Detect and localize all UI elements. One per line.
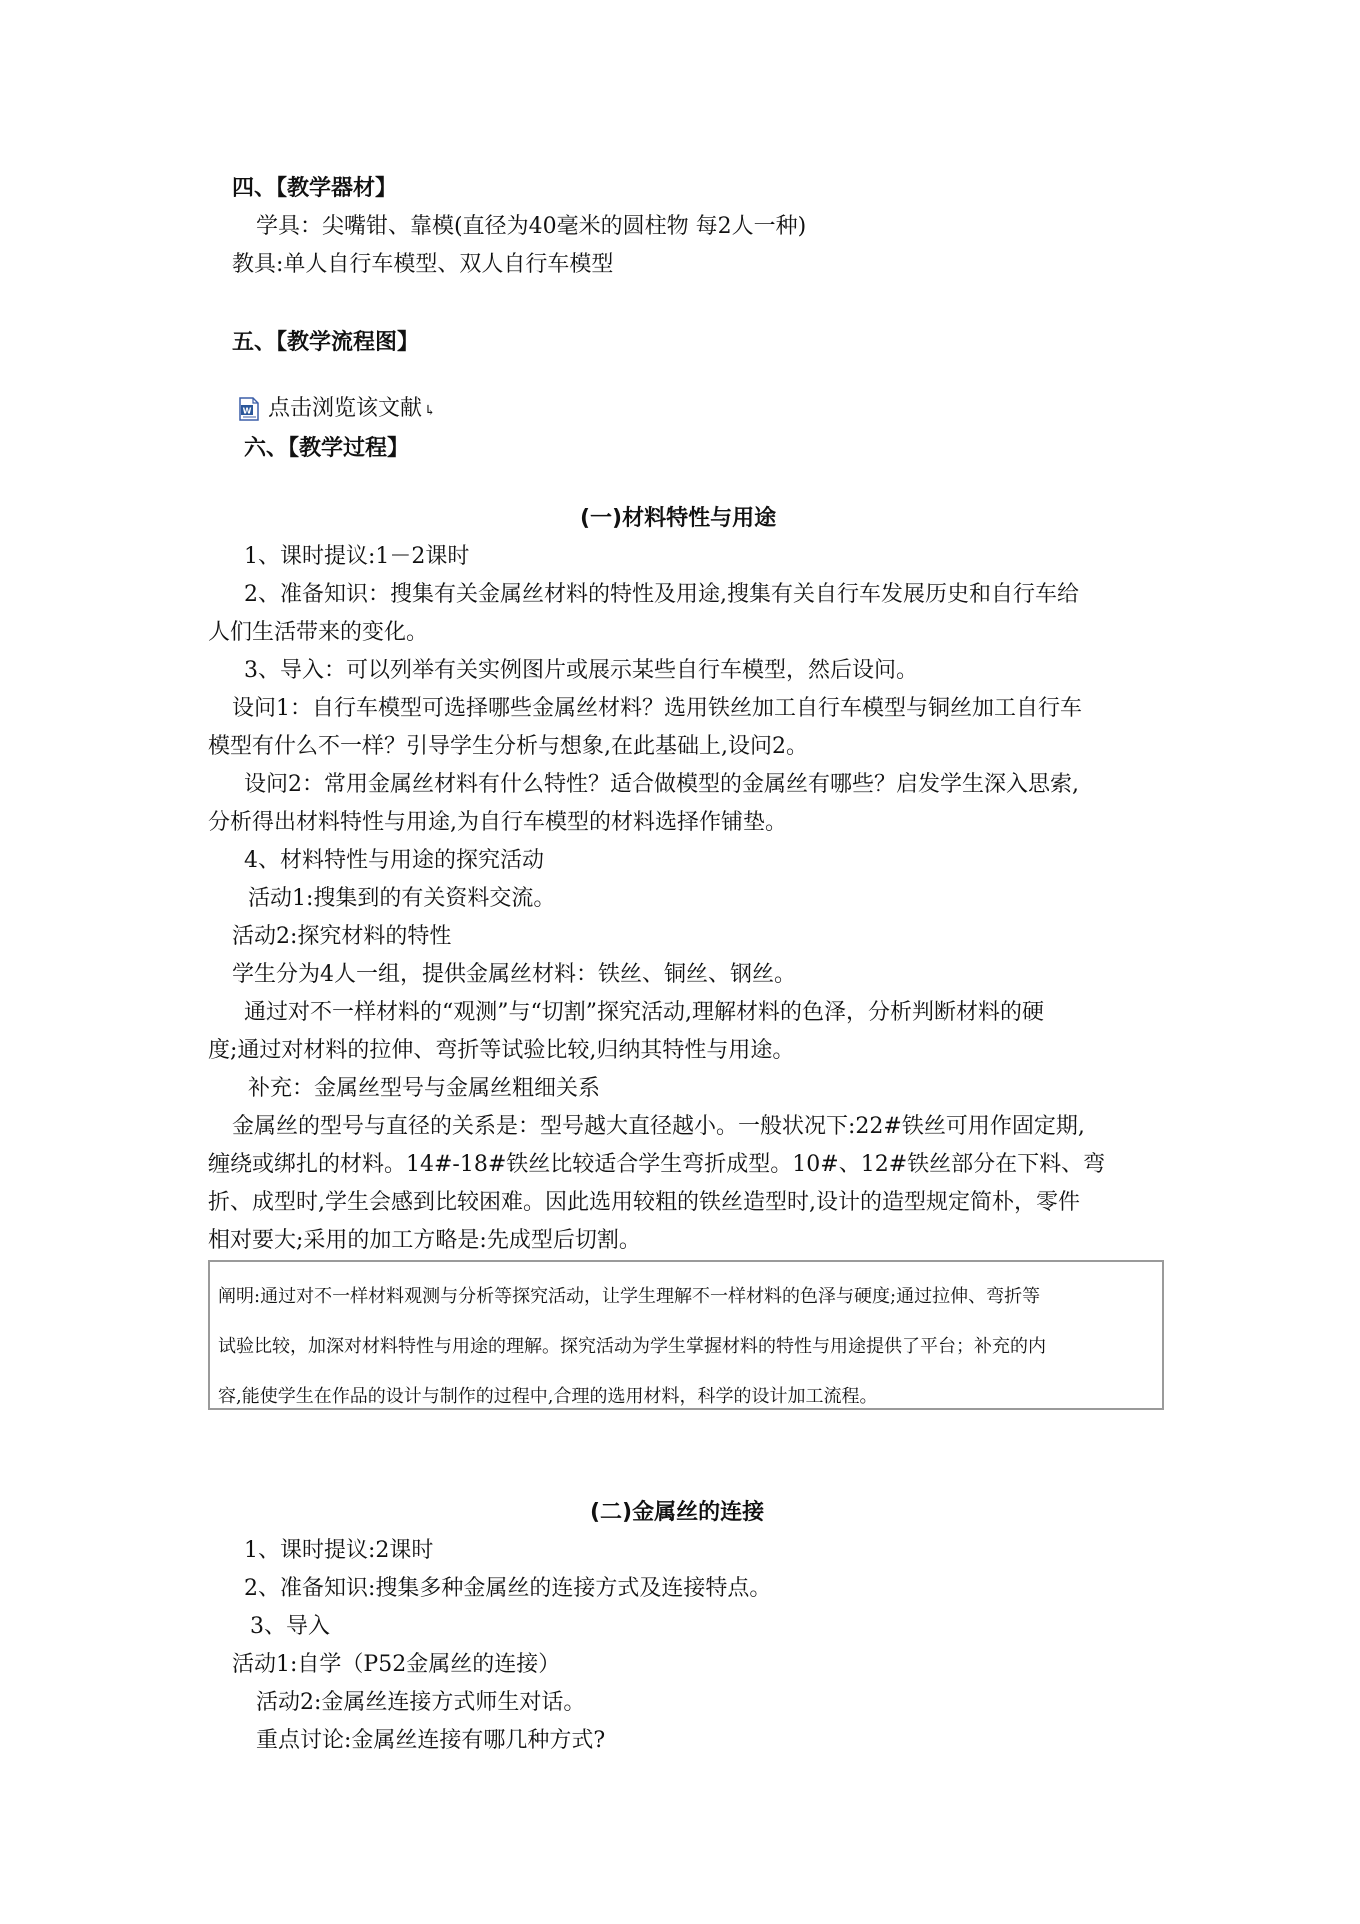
part1-line: 分析得出材料特性与用途,为自行车模型的材料选择作铺垫。 bbox=[208, 810, 787, 835]
part1-line: 4、材料特性与用途的探究活动 bbox=[244, 848, 544, 873]
part1-title: (一)材料特性与用途 bbox=[580, 506, 777, 531]
part1-line: 度;通过对材料的拉伸、弯折等试验比较,归纳其特性与用途。 bbox=[208, 1038, 795, 1063]
part1-line: 折、成型时,学生会感到比较困难。因此选用较粗的铁丝造型时,设计的造型规定简朴，零件 bbox=[208, 1190, 1080, 1215]
svg-text:W: W bbox=[242, 406, 252, 416]
flowchart-link-label: 点击浏览该文献 bbox=[268, 396, 423, 421]
part1-line: 3、导入：可以列举有关实例图片或展示某些自行车模型，然后设问。 bbox=[244, 658, 918, 683]
part2-line: 活动2:金属丝连接方式师生对话。 bbox=[256, 1690, 586, 1715]
part1-line: 设问1：自行车模型可选择哪些金属丝材料？选用铁丝加工自行车模型与铜丝加工自行车 bbox=[232, 696, 1082, 721]
part1-line: 模型有什么不一样？引导学生分析与想象,在此基础上,设问2。 bbox=[208, 734, 808, 759]
flowchart-document-link[interactable] bbox=[238, 394, 436, 424]
part2-line: 3、导入 bbox=[250, 1614, 330, 1639]
section6-title: 六、【教学过程】 bbox=[244, 436, 410, 461]
note-line: 容,能使学生在作品的设计与制作的过程中,合理的选用材料，科学的设计加工流程。 bbox=[218, 1386, 878, 1407]
part1-line: 补充：金属丝型号与金属丝粗细关系 bbox=[248, 1076, 601, 1101]
part1-line: 活动2:探究材料的特性 bbox=[232, 924, 452, 949]
part1-line: 1、课时提议:1－2课时 bbox=[244, 544, 470, 569]
part2-line: 1、课时提议:2课时 bbox=[244, 1538, 434, 1563]
part1-line: 通过对不一样材料的“观测”与“切割”探究活动,理解材料的色泽，分析判断材料的硬 bbox=[244, 1000, 1044, 1025]
part2-line: 重点讨论:金属丝连接有哪几种方式? bbox=[256, 1728, 606, 1753]
section4-title: 四、【教学器材】 bbox=[232, 176, 398, 201]
teacher-tools-text: 教具:单人自行车模型、双人自行车模型 bbox=[232, 252, 614, 277]
student-tools-text: 学具：尖嘴钳、靠模(直径为40毫米的圆柱物 每2人一种) bbox=[256, 214, 807, 239]
part1-line: 活动1:搜集到的有关资料交流。 bbox=[248, 886, 556, 911]
part1-line: 人们生活带来的变化。 bbox=[208, 620, 429, 645]
part1-line: 金属丝的型号与直径的关系是：型号越大直径越小。一般状况下:22#铁丝可用作固定期, bbox=[232, 1114, 1085, 1139]
word-document-icon bbox=[238, 397, 260, 421]
part1-line: 设问2：常用金属丝材料有什么特性？适合做模型的金属丝有哪些？启发学生深入思索, bbox=[244, 772, 1079, 797]
part1-line: 缠绕或绑扎的材料。14#-18#铁丝比较适合学生弯折成型。10#、12#铁丝部分在下料、弯 bbox=[208, 1152, 1106, 1177]
part1-line: 学生分为4人一组，提供金属丝材料：铁丝、铜丝、钢丝。 bbox=[232, 962, 796, 987]
note-line: 阐明:通过对不一样材料观测与分析等探究活动，让学生理解不一样材料的色泽与硬度;通过拉伸、弯折等 bbox=[218, 1286, 1041, 1307]
section5-title: 五、【教学流程图】 bbox=[232, 330, 420, 355]
explanation-note-box bbox=[208, 1260, 1164, 1410]
part1-line: 相对要大;采用的加工方略是:先成型后切割。 bbox=[208, 1228, 641, 1253]
arrow-pointer-icon: ↳ bbox=[424, 403, 436, 419]
note-line: 试验比较，加深对材料特性与用途的理解。探究活动为学生掌握材料的特性与用途提供了平台；补充的内 bbox=[218, 1336, 1046, 1357]
part2-line: 2、准备知识:搜集多种金属丝的连接方式及连接特点。 bbox=[244, 1576, 772, 1601]
part2-line: 活动1:自学（P52金属丝的连接） bbox=[232, 1652, 561, 1677]
part1-line: 2、准备知识：搜集有关金属丝材料的特性及用途,搜集有关自行车发展历史和自行车给 bbox=[244, 582, 1079, 607]
part2-title: (二)金属丝的连接 bbox=[590, 1500, 765, 1525]
